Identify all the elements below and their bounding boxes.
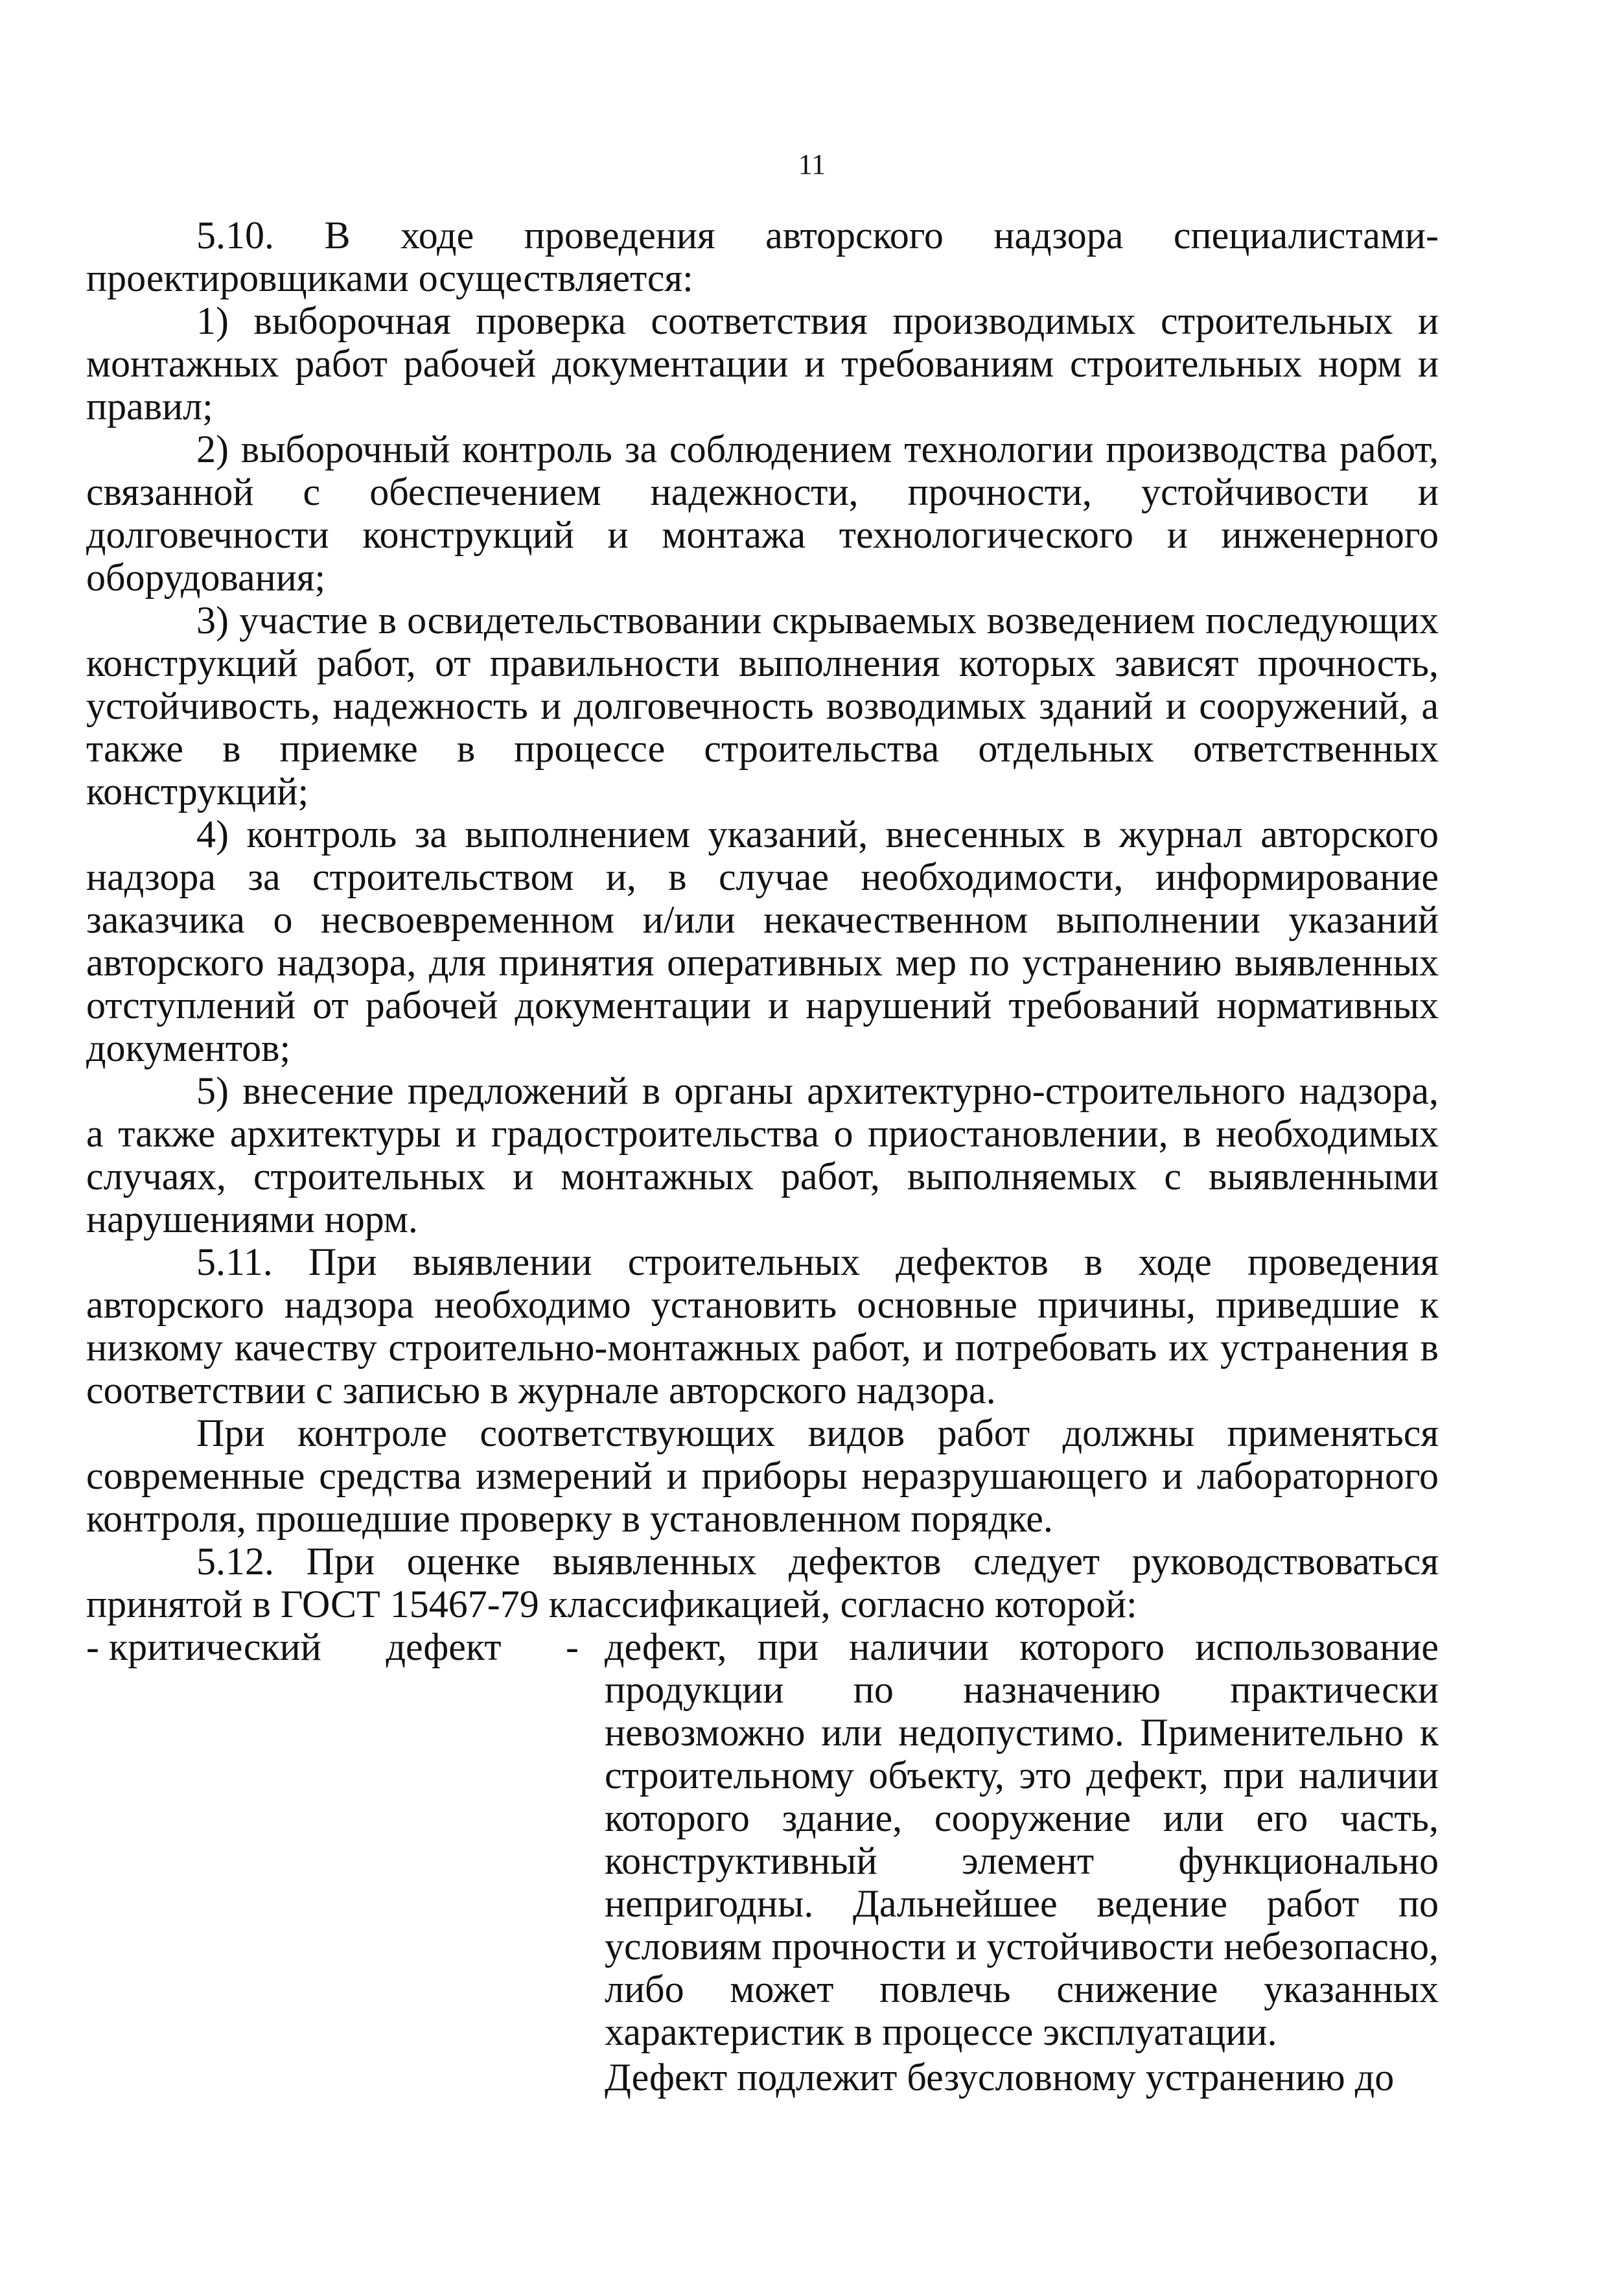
list-item-1: 1) выборочная проверка соответствия производимых строительных и монтажных работ рабочей документации и требованиям строительных норм и правил; (86, 299, 1439, 428)
term-prefix: - критический (86, 1626, 321, 1668)
paragraph-5-12: 5.12. При оценке выявленных дефектов следует руководствоваться принятой в ГОСТ 15467-79 классификацией, согласно которой: (86, 1540, 1439, 1626)
paragraph-5-10: 5.10. В ходе проведения авторского надзора специалистами-проектировщиками осуществляется: (86, 214, 1439, 299)
definition-text: дефект, при наличии которого использование продукции по назначению практически невозможно или недопустимо. Применительно к строительному объекту, это дефект, при наличии которого здание, сооружение или его часть, конструктивный элемент функционально непригодны. Дальнейшее ведение работ по условиям прочности и устойчивости небезопасно, либо может повлечь снижение указанных характеристик в процессе эксплуатации. (605, 1626, 1439, 2053)
definition-critical-defect (86, 1626, 1439, 2099)
list-item-2: 2) выборочный контроль за соблюдением технологии производства работ, связанной с обеспечением надежности, прочности, устойчивости и долговечности конструкций и монтажа технологического и инженерного оборудования; (86, 428, 1439, 599)
definition-body (605, 1626, 1439, 2099)
page-number: 11 (798, 148, 826, 180)
document-body (86, 214, 1439, 2099)
list-item-4: 4) контроль за выполнением указаний, внесенных в журнал авторского надзора за строительством и, в случае необходимости, информирование заказчика о несвоевременном и/или некачественном выполнении указаний авторского надзора, для принятия оперативных мер по устранению выявленных отступлений от рабочей документации и нарушений требований нормативных документов; (86, 813, 1439, 1069)
term-dash: - (566, 1626, 579, 1668)
definition-term (86, 1626, 605, 1668)
paragraph-control: При контроле соответствующих видов работ должны применяться современные средства измерений и приборы неразрушающего и лабораторного контроля, прошедшие проверку в установленном порядке. (86, 1412, 1439, 1540)
term-word: дефект (386, 1626, 502, 1668)
definition-continuation: Дефект подлежит безусловному устранению до (605, 2056, 1395, 2099)
list-item-5: 5) внесение предложений в органы архитектурно-строительного надзора, а также архитектуры и градостроительства о приостановлении, в необходимых случаях, строительных и монтажных работ, выполняемых с выявленными нарушениями норм. (86, 1069, 1439, 1241)
paragraph-5-11: 5.11. При выявлении строительных дефектов в ходе проведения авторского надзора необходимо установить основные причины, приведшие к низкому качеству строительно-монтажных работ, и потребовать их устранения в соответствии с записью в журнале авторского надзора. (86, 1241, 1439, 1412)
list-item-3: 3) участие в освидетельствовании скрываемых возведением последующих конструкций работ, от правильности выполнения которых зависят прочность, устойчивость, надежность и долговечность возводимых зданий и сооружений, а также в приемке в процессе строительства отдельных ответственных конструкций; (86, 599, 1439, 813)
